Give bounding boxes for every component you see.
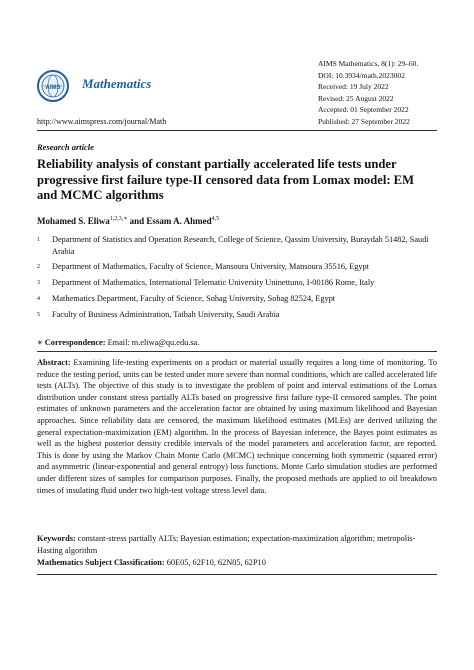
affiliation-text: Mathematics Department, Faculty of Science, Sohag University, Sohag 82524, Egypt: [52, 293, 336, 303]
keywords-text: constant-stress partially ALTs; Bayesian estimation; expectation-maximization algorithm; metropolis-Hasting algorithm: [37, 534, 416, 555]
logo-text: AIMS: [45, 85, 61, 91]
abstract-text: Examining life-testing experiments on a product or material usually requires a long time of monitoring. To reduce the testing period, units can be tested under more severe than normal conditions, which are called accelerated life tests (ALTs). The objective of this study is to investigate the problem of point and interval estimations of the Lomax distribution under constant stress partially ALTs based on progressive first failure type-II censored samples. The point estimates of unknown parameters and the acceleration factor are obtained by using maximum likelihood and Bayesian approaches. Since reliability data are censored, the maximum likelihood estimates (MLEs) are derived utilizing the general expectation-maximization (EM) algorithm. In the process of Bayesian inference, the Bayes point estimates as well as the highest posterior density credible intervals of the model parameters and acceleration factor, are reported. This is done by using the Markov Chain Monte Carlo (MCMC) technique concerning both symmetric (squared error) and asymmetric (linear-exponential and general entropy) loss functions. Monte Carlo simulation studies are performed under different sizes of samples for comparison purposes. Finally, the proposed methods are applied to oil breakdown times of insulating fluid under two high-test voltage stress level data.: [37, 358, 437, 495]
author-name: Mohamed S. Eliwa: [37, 216, 110, 226]
msc-label: Mathematics Subject Classification:: [37, 558, 165, 567]
globe-icon: [39, 72, 67, 100]
author-joiner: and: [127, 216, 147, 226]
affiliation-number: 5: [37, 311, 40, 318]
affiliation-number: 4: [37, 295, 40, 302]
affiliation-text: Department of Mathematics, International Telematic University Uninettuno, I-00186 Rome, Italy: [52, 277, 375, 287]
pubinfo-doi[interactable]: DOI: 10.3934/math.2023002: [318, 70, 405, 80]
pubinfo-journal: AIMS Mathematics, 8(1): 29–60.: [318, 59, 419, 68]
abstract-top-divider: [37, 351, 437, 352]
abstract: [37, 357, 437, 496]
affiliation-number: 3: [37, 279, 40, 286]
pubinfo-published: Published: 27 September 2022: [318, 116, 410, 126]
affiliation-item: [37, 277, 442, 290]
correspondence-label: ∗ Correspondence:: [37, 338, 106, 347]
abstract-bottom-divider: [37, 574, 437, 575]
author-list: [37, 215, 219, 226]
author-name: Essam A. Ahmed: [146, 216, 212, 226]
article-type: Research article: [37, 142, 94, 152]
msc-codes: 60E05, 62F10, 62N05, 62P10: [166, 558, 266, 567]
affiliation-item: [37, 234, 442, 257]
affiliation-number: 1: [37, 237, 40, 243]
affiliation-text: Department of Mathematics, Faculty of Science, Mansoura University, Mansoura 35516, Egypt: [52, 261, 369, 271]
affiliation-text: Faculty of Business Administration, Taibah University, Saudi Arabia: [52, 309, 280, 319]
correspondence: [37, 337, 199, 347]
author-affil-marks: 4,5: [211, 216, 220, 222]
affiliation-item: [37, 309, 442, 322]
affiliation-item: [37, 261, 442, 274]
pubinfo-accepted: Accepted: 01 September 2022: [318, 105, 409, 115]
header-divider: [37, 130, 437, 131]
paper-title: Reliability analysis of constant partially accelerated life tests under progressive first failure type-II censored data from Lomax model: EM and MCMC algorithms: [37, 157, 414, 202]
journal-url[interactable]: http://www.aimspress.com/journal/Math: [37, 117, 167, 126]
publication-info: [318, 58, 418, 128]
author-affil-marks: 1,2,3,∗: [109, 216, 128, 222]
keywords: [37, 533, 437, 556]
aims-logo: [37, 70, 69, 102]
affiliation-number: 2: [37, 263, 40, 270]
keywords-label: Keywords:: [37, 534, 76, 543]
journal-name: Mathematics: [82, 76, 152, 91]
correspondence-email[interactable]: Email: m.eliwa@qu.edu.sa.: [107, 338, 200, 347]
affiliation-item: [37, 293, 442, 306]
abstract-label: Abstract:: [37, 358, 71, 367]
affiliations: [37, 234, 442, 325]
pubinfo-revised: Revised: 25 August 2022: [318, 93, 394, 103]
pubinfo-received: Received: 19 July 2022: [318, 82, 389, 92]
affiliation-text: Department of Statistics and Operation Research, College of Science, Qassim University, Buraydah 51482, Saudi Arabia: [52, 235, 429, 256]
subject-classification: [37, 557, 437, 569]
